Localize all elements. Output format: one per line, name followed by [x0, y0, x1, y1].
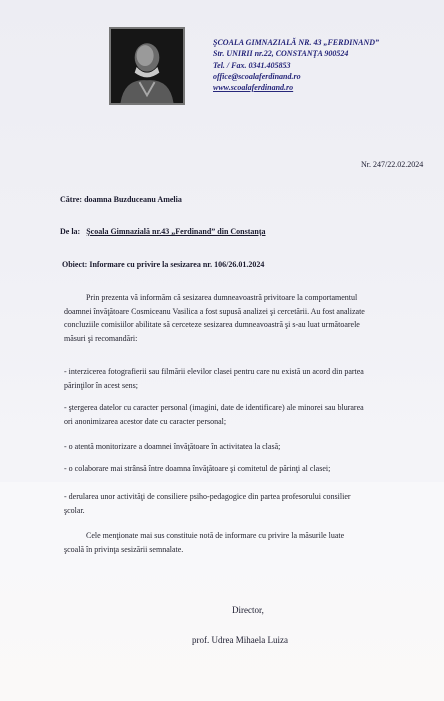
measure-item	[64, 365, 444, 392]
closing-line: şcoală în privinţa sesizării semnalate.	[64, 544, 184, 554]
measure-item	[64, 440, 444, 454]
measure-line: ori anonimizarea acestor date cu caracter personal;	[64, 416, 227, 426]
intro-line: Prin prezenta vă informăm că sesizarea dumneavoastră privitoare la comportamentul	[86, 293, 358, 302]
intro-line: doamnei învăţătoare Cosmiceanu Vasilica a fost supusă analizei şi cercetării. Au fost analizate	[64, 306, 365, 316]
measure-item	[64, 490, 444, 517]
sender-line	[60, 227, 266, 237]
measure-item	[64, 462, 444, 476]
reference-number: Nr. 247/22.02.2024	[361, 160, 424, 169]
intro-line: concluziile comisiilor abilitate să cerceteze sesizarea dumneavoastră şi s-au luat următoarele	[64, 320, 360, 329]
measure-line: - ştergerea datelor cu caracter personal (imagini, date de identificare) ale minorei sau blurarea	[64, 403, 364, 412]
signature-name: prof. Udrea Mihaela Luiza	[192, 635, 288, 645]
measure-line: - o atentă monitorizare a doamnei învăţătoare în activitatea la clasă;	[64, 442, 281, 451]
intro-line: măsuri şi recomandări:	[64, 333, 138, 343]
measure-line: - interzicerea fotografierii sau filmării elevilor clasei pentru care nu există un acord din partea	[64, 367, 364, 376]
sender-value: Şcoala Gimnazială nr.43 „Ferdinand” din Constanţa	[86, 227, 266, 236]
closing-paragraph	[64, 529, 444, 556]
measure-line: - o colaborare mai strânsă între doamna învăţătoare şi comitetul de părinţi al clasei;	[64, 464, 331, 473]
sender-label: De la:	[60, 227, 81, 236]
school-email: office@scoalaferdinand.ro	[213, 72, 301, 81]
measure-line: - derularea unor activităţi de consiliere psiho-pedagogice din partea profesorului consilier	[64, 492, 351, 501]
measure-line: şcolar.	[64, 505, 85, 515]
school-phone: Tel. / Fax. 0341.405853	[213, 61, 291, 70]
measure-line: părinţilor în acest sens;	[64, 380, 138, 390]
portrait-emblem	[109, 27, 185, 105]
closing-line: Cele menţionate mai sus constituie notă de informare cu privire la măsurile luate	[86, 531, 345, 540]
recipient-line: Către: doamna Buzduceanu Amelia	[60, 195, 182, 204]
measure-item	[64, 401, 444, 428]
school-website: www.scoalaferdinand.ro	[213, 83, 294, 92]
intro-paragraph	[64, 291, 444, 345]
school-address: Str. UNIRII nr.22, CONSTANŢA 900524	[213, 49, 349, 58]
signature-title: Director,	[232, 605, 264, 615]
subject-line: Obiect: Informare cu privire la sesizarea nr. 106/26.01.2024	[62, 260, 265, 269]
portrait-image	[111, 29, 183, 103]
school-name: ŞCOALA GIMNAZIALĂ NR. 43 „FERDINAND”	[213, 38, 380, 47]
